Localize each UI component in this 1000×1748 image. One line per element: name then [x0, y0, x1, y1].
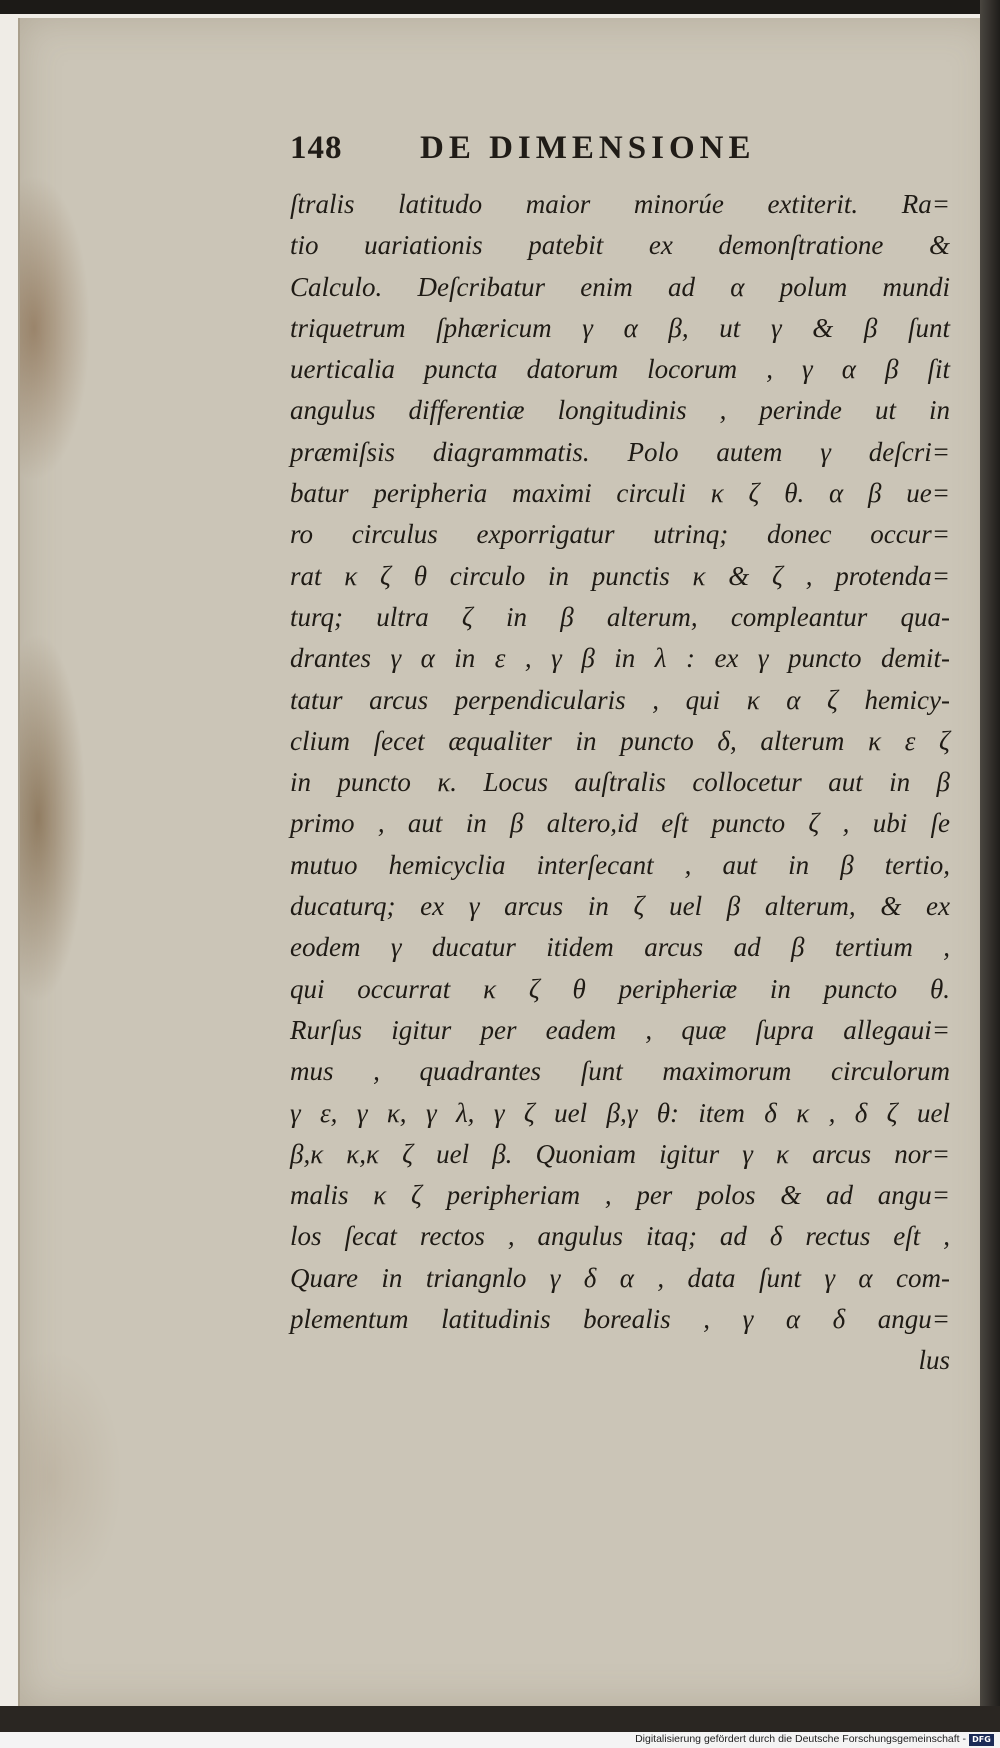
text-line: triquetrum ſphæricum γ α β, ut γ & β ſunt [290, 312, 950, 343]
text-line: ducaturq; ex γ arcus in ζ uel β alterum, & ex [290, 891, 950, 922]
running-title: DE DIMENSIONE [420, 130, 756, 166]
text-line: Calculo. Deſcribatur enim ad α polum mundi [290, 271, 950, 302]
text-line: tatur arcus perpendicularis , qui κ α ζ hemicy- [290, 684, 950, 715]
text-line: qui occurrat κ ζ θ peripheriæ in puncto θ. [290, 973, 950, 1004]
body-text [290, 184, 950, 1382]
text-line: plementum latitudinis borealis , γ α δ angu= [290, 1304, 950, 1335]
text-line: los ſecat rectos , angulus itaq; ad δ rectus eſt , [290, 1221, 950, 1252]
text-line: clium ſecet æqualiter in puncto δ, alterum κ ε ζ [290, 725, 950, 756]
text-line: angulus differentiæ longitudinis , perinde ut in [290, 395, 950, 426]
text-line: in puncto κ. Locus auſtralis collocetur aut in β [290, 767, 950, 798]
catchword: lus [918, 1345, 950, 1376]
text-line: ro circulus exporrigatur utrinq; donec occur= [290, 519, 950, 550]
text-line: eodem γ ducatur itidem arcus ad β tertium , [290, 932, 950, 963]
text-line: ſtralis latitudo maior minorúe extiterit. Ra= [290, 189, 950, 219]
page-number: 148 [290, 130, 343, 166]
scan-border-top [0, 0, 1000, 14]
footer-bar [0, 1732, 1000, 1748]
text-line: tio uariationis patebit ex demonſtratione & [290, 230, 950, 261]
footer-credit-text: Digitalisierung gefördert durch die Deutsche Forschungsgemeinschaft - [635, 1733, 966, 1745]
text-line: drantes γ α in ε , γ β in λ : ex γ puncto demit- [290, 643, 950, 674]
text-line: mus , quadrantes ſunt maximorum circulorum [290, 1056, 950, 1087]
text-line: Rurſus igitur per eadem , quæ ſupra allegaui= [290, 1014, 950, 1045]
text-line: turq; ultra ζ in β alterum, compleantur qua- [290, 601, 950, 632]
text-line: β,κ κ,κ ζ uel β. Quoniam igitur γ κ arcus nor= [290, 1138, 950, 1169]
book-spine-edge [980, 0, 1000, 1732]
text-line: rat κ ζ θ circulo in punctis κ & ζ , protenda= [290, 560, 950, 591]
text-line: Quare in triangnlo γ δ α , data ſunt γ α com- [290, 1262, 950, 1293]
text-line: γ ε, γ κ, γ λ, γ ζ uel β,γ θ: item δ κ , δ ζ uel [290, 1097, 950, 1128]
page-header [290, 130, 850, 176]
text-line: mutuo hemicyclia interſecant , aut in β tertio, [290, 849, 950, 880]
text-line: batur peripheria maximi circuli κ ζ θ. α β ue= [290, 478, 950, 509]
text-line: uerticalia puncta datorum locorum , γ α β ſit [290, 354, 950, 385]
text-line: præmiſsis diagrammatis. Polo autem γ deſcri= [290, 436, 950, 467]
text-line: primo , aut in β altero,id eſt puncto ζ , ubi ſe [290, 808, 950, 839]
text-line: malis κ ζ peripheriam , per polos & ad angu= [290, 1180, 950, 1211]
dfg-logo: DFG [969, 1734, 994, 1746]
scan-border-bottom [0, 1706, 1000, 1732]
